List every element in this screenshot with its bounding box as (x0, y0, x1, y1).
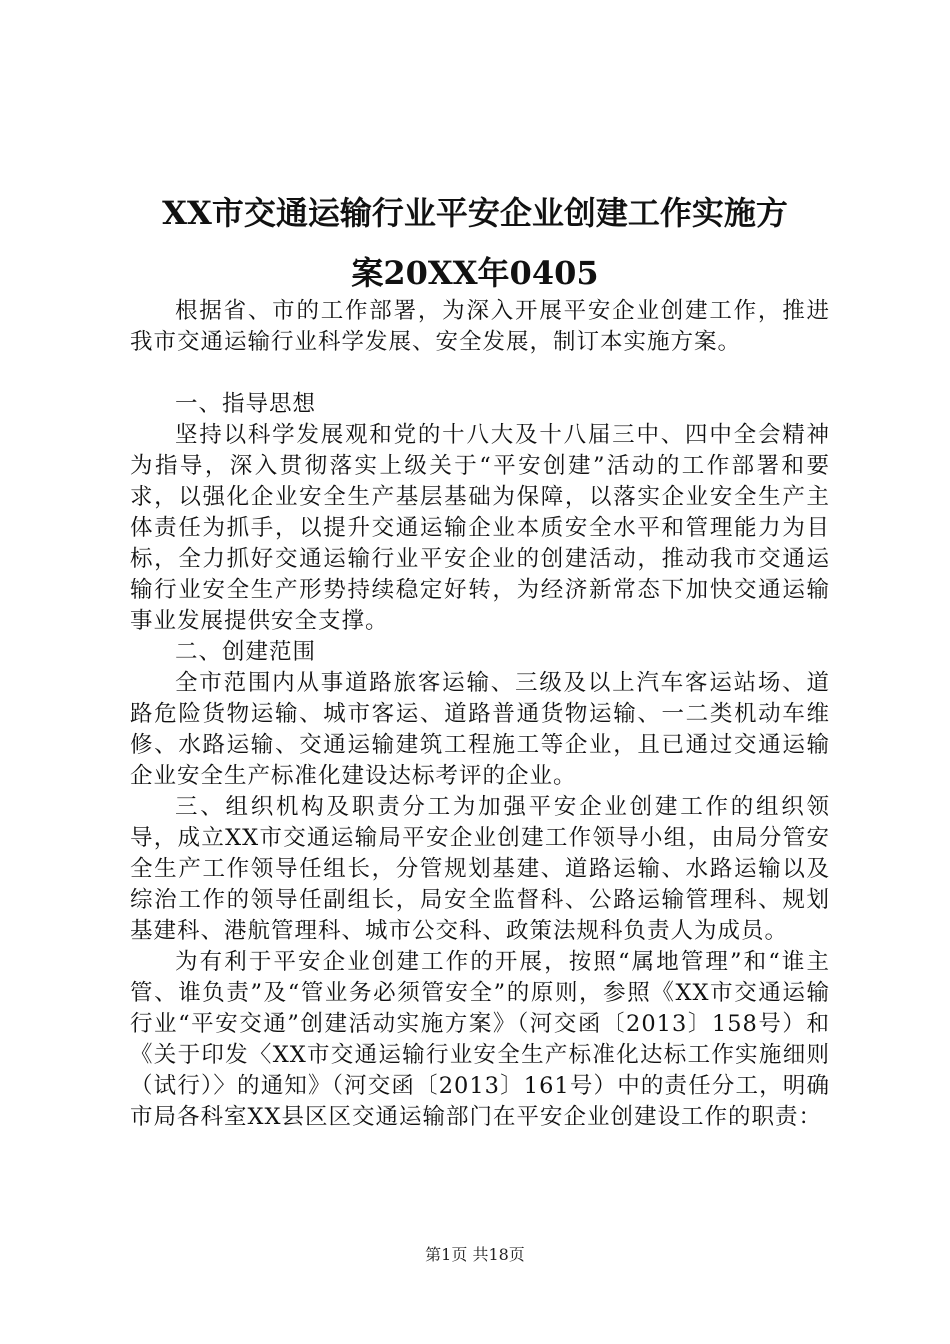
section2-heading: 二、创建范围 (175, 639, 317, 665)
page-footer: 第1页 共18页 (425, 1245, 525, 1264)
intro-paragraph: 根据省、市的工作部署，为深入开展平安企业创建工作，推进我市交通运输行业科学发展、安全发展，制订本实施方案。 (130, 298, 830, 355)
section1-paragraph: 坚持以科学发展观和党的十八大及十八届三中、四中全会精神为指导，深入贯彻落实上级关于“平安创建”活动的工作部署和要求，以强化企业安全生产基层基础为保障，以落实企业安全生产主体责任为抓手，以提升交通运输企业本质安全水平和管理能力为目标，全力抓好交通运输行业平安企业的创建活动，推动我市交通运输行业安全生产形势持续稳定好转，为经济新常态下加快交通运输事业发展提供安全支撑。 (130, 422, 830, 634)
section1-heading-block (130, 389, 830, 420)
document-title-line1: XX市交通运输行业平安企业创建工作实施方 (162, 194, 788, 232)
section3-paragraph: 三、组织机构及职责分工为加强平安企业创建工作的组织领导，成立XX市交通运输局平安企业创建工作领导小组，由局分管安全生产工作领导任组长，分管规划基建、道路运输、水路运输以及综治工作的领导任副组长，局安全监督科、公路运输管理科、规划基建科、港航管理科、城市公交科、政策法规科负责人为成员。 (130, 794, 830, 944)
section1-heading: 一、指导思想 (175, 391, 317, 417)
main-body (130, 420, 830, 1133)
document-title-line2: 案20XX年0405 (351, 254, 599, 292)
section3-paragraph-2: 为有利于平安企业创建工作的开展，按照“属地管理”和“谁主管、谁负责”及“管业务必须管安全”的原则，参照《XX市交通运输行业“平安交通”创建活动实施方案》（河交函〔2013〕158号）和《关于印发〈XX市交通运输行业安全生产标准化达标工作实施细则（试行）〉的通知》（河交函〔2013〕161号）中的责任分工，明确市局各科室XX县区区交通运输部门在平安企业创建设工作的职责： (130, 949, 830, 1130)
intro-section (130, 296, 830, 358)
section2-paragraph: 全市范围内从事道路旅客运输、三级及以上汽车客运站场、道路危险货物运输、城市客运、道路普通货物运输、一二类机动车维修、水路运输、交通运输建筑工程施工等企业，且已通过交通运输企业安全生产标准化建设达标考评的企业。 (130, 670, 830, 789)
